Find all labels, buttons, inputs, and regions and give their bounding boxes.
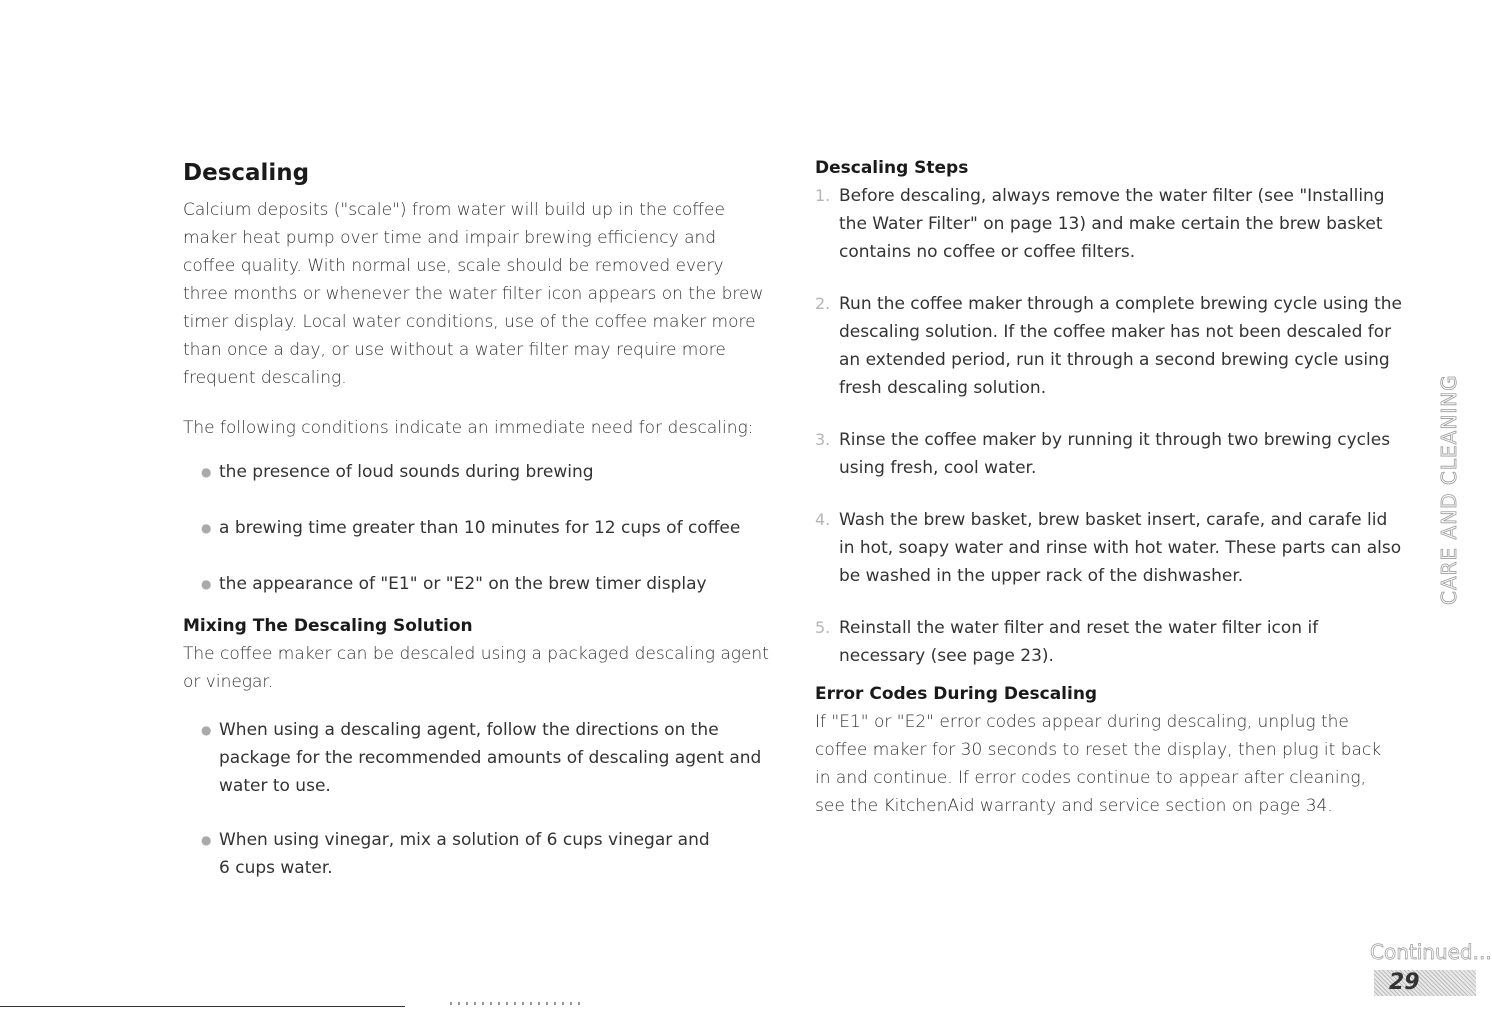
bullet-icon: ●	[201, 465, 212, 479]
mixing-title: Mixing The Descaling Solution	[183, 616, 473, 636]
registration-marks	[450, 1002, 580, 1005]
section-title: Descaling	[183, 160, 310, 186]
step-item: 4. Wash the brew basket, brew basket insert, carafe, and carafe lid in hot, soapy water and rinse with hot water. These parts can also be washed in the upper rack of the dishwasher.	[815, 506, 1405, 590]
step-number: 1.	[815, 186, 831, 205]
bullet-icon: ●	[201, 521, 212, 535]
error-title: Error Codes During Descaling	[815, 684, 1098, 704]
step-number: 3.	[815, 430, 831, 449]
conditions-list	[183, 458, 783, 598]
list-item: ● When using a descaling agent, follow the directions on the package for the recommended amounts of descaling agent and water to use.	[183, 716, 773, 800]
descaling-intro: Calcium deposits ("scale") from water will build up in the coffee maker heat pump over time and impair brewing efficiency and coffee quality. With normal use, scale should be removed every three months or whenever the water filter icon appears on the brew timer display. Local water conditions, use of the coffee maker more than once a day, or use without a water filter may require more frequent descaling.	[183, 200, 764, 388]
right-column	[815, 158, 1415, 820]
list-item: ● the presence of loud sounds during brewing	[183, 458, 783, 486]
mixing-list	[183, 716, 773, 882]
bullet-icon: ●	[201, 577, 212, 591]
step-item: 5. Reinstall the water filter and reset the water filter icon if necessary (see page 23).	[815, 614, 1405, 670]
step-number: 2.	[815, 294, 831, 313]
step-item: 2. Run the coffee maker through a complete brewing cycle using the descaling solution. If the coffee maker has not been descaled for an extended period, run it through a second brewing cycle using fresh descaling solution.	[815, 290, 1405, 402]
step-number: 4.	[815, 510, 831, 529]
list-item: ● the appearance of "E1" or "E2" on the brew timer display	[183, 570, 783, 598]
section-tab: CARE AND CLEANING	[1437, 374, 1461, 605]
step-number: 5.	[815, 618, 831, 637]
conditions-intro: The following conditions indicate an immediate need for descaling:	[183, 418, 754, 438]
bullet-icon: ●	[201, 723, 212, 737]
steps-title: Descaling Steps	[815, 158, 969, 178]
left-column	[183, 148, 783, 882]
continued-label: Continued...	[1370, 940, 1492, 964]
page-number: 29	[1389, 970, 1420, 995]
step-item: 1. Before descaling, always remove the water filter (see "Installing the Water Filter" on page 13) and make certain the brew basket contains no coffee or coffee filters.	[815, 182, 1405, 266]
list-item: ● a brewing time greater than 10 minutes for 12 cups of coffee	[183, 514, 783, 542]
bullet-icon: ●	[201, 833, 212, 847]
step-item: 3. Rinse the coffee maker by running it through two brewing cycles using fresh, cool water.	[815, 426, 1405, 482]
steps-list	[815, 182, 1405, 670]
list-item: ● When using vinegar, mix a solution of 6 cups vinegar and 6 cups water.	[183, 826, 719, 882]
error-text: If "E1" or "E2" error codes appear during descaling, unplug the coffee maker for 30 seconds to reset the display, then plug it back in and continue. If error codes continue to appear after cleaning, see the KitchenAid warranty and service section on page 34.	[815, 712, 1382, 816]
mixing-intro: The coffee maker can be descaled using a packaged descaling agent or vinegar.	[183, 644, 769, 692]
bottom-rule	[0, 1006, 405, 1007]
